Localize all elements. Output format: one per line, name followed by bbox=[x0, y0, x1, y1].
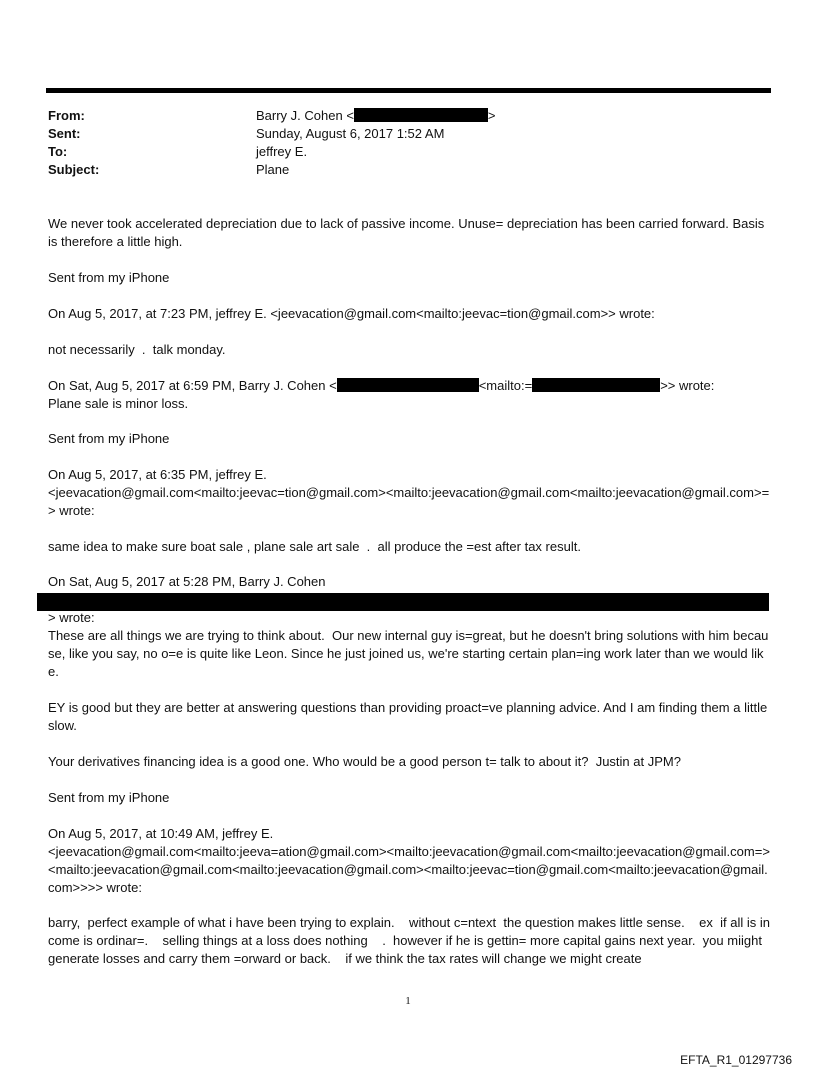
redaction-block bbox=[532, 378, 660, 392]
redaction-block bbox=[354, 108, 488, 122]
from-name: Barry J. Cohen < bbox=[256, 108, 354, 123]
sent-label: Sent: bbox=[48, 126, 81, 141]
quote-header-text: On Sat, Aug 5, 2017 at 6:59 PM, Barry J. Cohen < bbox=[48, 378, 337, 393]
from-label: From: bbox=[48, 108, 85, 123]
paragraph-6: Sent from my iPhone bbox=[48, 431, 170, 446]
paragraph-1: We never took accelerated depreciation due to lack of passive income. Unuse= depreciation has been carried forward. Basis is therefore a little high. bbox=[48, 216, 768, 249]
from-value bbox=[256, 107, 496, 125]
subject-value: Plane bbox=[256, 162, 290, 177]
from-suffix: > bbox=[487, 108, 496, 123]
paragraph-3: On Aug 5, 2017, at 7:23 PM, jeffrey E. <jeevacation@gmail.com<mailto:jeevac=tion@gmail.com>> wrote: bbox=[48, 306, 655, 321]
paragraph-5 bbox=[48, 377, 770, 413]
header-rule bbox=[46, 88, 771, 93]
paragraph-9: On Sat, Aug 5, 2017 at 5:28 PM, Barry J. Cohen bbox=[48, 574, 326, 589]
paragraph-4: not necessarily . talk monday. bbox=[48, 342, 226, 357]
sent-value: Sunday, August 6, 2017 1:52 AM bbox=[256, 126, 445, 141]
paragraph-12: Your derivatives financing idea is a good one. Who would be a good person t= talk to about it? Justin at JPM? bbox=[48, 754, 681, 769]
paragraph-7: On Aug 5, 2017, at 6:35 PM, jeffrey E. <jeevacation@gmail.com<mailto:jeevac=tion@gmail.com><mailto:jeevacation@gmail.com<mailto:jeevacation@gmail.com>=> wrote: bbox=[48, 467, 770, 518]
document-id: EFTA_R1_01297736 bbox=[680, 1053, 792, 1067]
paragraph-11: EY is good but they are better at answering questions than providing proact=ve planning advice. And I am finding them a little slow. bbox=[48, 700, 771, 733]
paragraph-10: > wrote: These are all things we are trying to think about. Our new internal guy is=great, but he doesn't bring solutions with him because, like you say, no o=e is quite like Leon. Since he just joined us, we're starting certain plan=ing work later than we would like. bbox=[48, 610, 769, 679]
paragraph-13: Sent from my iPhone bbox=[48, 790, 170, 805]
paragraph-2: Sent from my iPhone bbox=[48, 270, 170, 285]
subject-label: Subject: bbox=[48, 162, 100, 177]
wrote-text: >> wrote: bbox=[660, 378, 715, 393]
mailto-text: <mailto:= bbox=[478, 378, 533, 393]
to-label: To: bbox=[48, 144, 68, 159]
plane-sale-line: Plane sale is minor loss. bbox=[48, 396, 189, 411]
paragraph-14: On Aug 5, 2017, at 10:49 AM, jeffrey E. <jeevacation@gmail.com<mailto:jeeva=ation@gmail.com><mailto:jeevacation@gmail.com<mailto:jeevacation@gmail.com=><mailto:jeevacation@gmail.com<mailto:jeevacation@gmail.com><mailto:jeevac=tion@gmail.com<mailto:jeevacation@gmail.com>>>> wrote: bbox=[48, 826, 770, 895]
redaction-block bbox=[337, 378, 479, 392]
page-number: 1 bbox=[405, 995, 411, 1007]
to-value: jeffrey E. bbox=[256, 144, 308, 159]
paragraph-8: same idea to make sure boat sale , plane sale art sale . all produce the =est after tax result. bbox=[48, 539, 581, 554]
paragraph-15: barry, perfect example of what i have been trying to explain. without c=ntext the question makes little sense. ex if all is income is ordinar=. selling things at a loss does nothing . however if he is gettin= more capital gains next year. you miight generate losses and carry them =orward or back. if we think the tax rates will change we might create bbox=[48, 915, 770, 966]
